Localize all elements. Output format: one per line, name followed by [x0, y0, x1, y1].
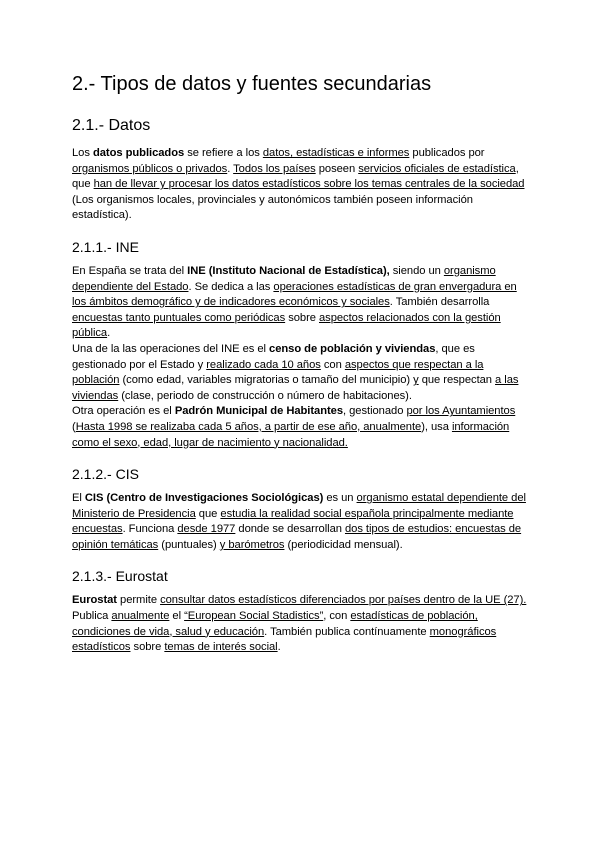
text-run: (puntuales)	[158, 538, 220, 551]
paragraph-cis	[72, 491, 528, 553]
text-run: poseen	[315, 162, 359, 175]
text-run: Publica	[72, 610, 112, 623]
text-run: con	[320, 358, 345, 371]
text-run: .	[107, 327, 111, 340]
underlined-text: realizado cada 10 años	[206, 358, 321, 371]
text-run: El	[72, 492, 85, 505]
document-content	[72, 70, 528, 656]
page-title: 2.- Tipos de datos y fuentes secundarias	[72, 73, 432, 95]
text-run: , gestionado	[343, 405, 407, 418]
text-run: , con	[323, 610, 351, 623]
underlined-text: aspectos que respectan a la población	[72, 358, 484, 387]
text-run: el	[169, 610, 185, 623]
underlined-text: Hasta 1998 se realizaba cada 5 años, a partir de ese año, anualmente	[75, 420, 422, 433]
underlined-text: consultar datos estadísticos diferenciados por países dentro de la UE (27).	[160, 594, 527, 607]
text-run: es un	[323, 492, 357, 505]
section-heading-cis: 2.1.2.- CIS	[72, 466, 139, 483]
paragraph-ine-3	[72, 404, 528, 451]
text-run: ), usa	[421, 420, 452, 433]
underlined-text: por los Ayuntamientos	[406, 405, 516, 418]
section-heading-datos: 2.1.- Datos	[72, 117, 151, 134]
text-run: (como edad, variables migratorias o tamaño del municipio)	[119, 374, 414, 387]
underlined-text: información como el sexo, edad, lugar de nacimiento y nacionalidad.	[72, 420, 510, 449]
underlined-text: aspectos relacionados con la gestión pública	[72, 311, 501, 340]
paragraph-ine-1	[72, 264, 528, 342]
underlined-text: y	[413, 374, 419, 387]
text-run: En España se trata del	[72, 264, 188, 277]
text-run: sobre	[285, 311, 319, 324]
section-heading-ine: 2.1.1.- INE	[72, 238, 139, 255]
underlined-text: servicios oficiales de estadística	[358, 162, 516, 175]
text-run: (	[72, 420, 76, 433]
paragraph-ine-2	[72, 342, 528, 404]
bold-text: CIS (Centro de Investigaciones Sociológicas)	[84, 492, 324, 505]
underlined-text: organismo estatal dependiente del Ministerio de Presidencia	[72, 492, 526, 520]
bold-text: Padrón Municipal de Habitantes	[174, 405, 344, 418]
underlined-text: y barómetros	[219, 538, 285, 551]
text-run: publicados por	[409, 147, 485, 159]
text-run: Otra operación es el	[72, 405, 175, 418]
text-run: . Se dedica a las	[188, 280, 274, 293]
bold-text: datos publicados	[92, 147, 185, 159]
underlined-text: dos tipos de estudios: encuestas de opinión temáticas	[72, 523, 522, 551]
underlined-text: estadísticas de población, condiciones de vida, salud y educación	[72, 610, 478, 638]
underlined-text: organismos públicos o privados	[72, 162, 228, 175]
underlined-text: datos, estadísticas e informes	[262, 147, 410, 159]
underlined-text: “European Social Stadistics”	[184, 610, 324, 623]
bold-text: censo de población y viviendas	[269, 342, 436, 355]
underlined-text: estudia la realidad social española principalmente mediante encuestas	[72, 507, 514, 536]
text-run: , que es gestionado por el Estado y	[72, 342, 475, 371]
text-run: siendo un	[389, 264, 444, 277]
underlined-text: desde 1977	[177, 523, 236, 536]
underlined-text: monográficos estadísticos	[72, 625, 497, 654]
underlined-text: operaciones estadísticas de gran envergadura en los ámbitos demográfico y de indicadores económicos y sociales	[72, 280, 517, 309]
underlined-text: a las viviendas	[72, 374, 519, 402]
text-run: que	[195, 507, 221, 520]
text-run: . Funciona	[122, 523, 178, 536]
underlined-text: Todos los países	[233, 162, 316, 175]
text-run: sobre	[130, 641, 165, 654]
underlined-text: anualmente	[111, 610, 170, 623]
text-run: que respectan	[418, 374, 496, 387]
bold-text: Eurostat	[72, 594, 117, 607]
text-run: . También desarrolla	[389, 296, 490, 309]
text-run: Los	[72, 147, 93, 159]
paragraph-datos	[72, 146, 528, 224]
text-run: se refiere a los	[184, 147, 263, 159]
text-run: (periodicidad mensual).	[284, 538, 403, 551]
text-run: . También publica contínuamente	[264, 625, 430, 638]
underlined-text: organismo dependiente del Estado	[72, 264, 496, 293]
bold-text: INE (Instituto Nacional de Estadística),	[187, 264, 390, 277]
underlined-text: temas de interés social	[164, 641, 278, 654]
paragraph-eurostat	[72, 593, 528, 655]
text-run: permite	[116, 594, 161, 607]
text-run: .	[277, 641, 281, 654]
text-run: donde se desarrollan	[235, 523, 345, 536]
underlined-text: han de llevar y procesar los datos estadísticos sobre los temas centrales de la sociedad	[93, 178, 525, 191]
text-run: , que	[72, 162, 519, 191]
section-heading-eurostat: 2.1.3.- Eurostat	[72, 568, 168, 585]
text-run: (Los organismos locales, provinciales y autonómicos también poseen información estadística).	[72, 193, 473, 222]
text-run: Una de la las operaciones del INE es el	[72, 342, 270, 355]
text-run: (clase, periodo de construcción o número de habitaciones).	[118, 389, 412, 402]
text-run: .	[227, 162, 234, 175]
underlined-text: encuestas tanto puntuales como periódicas	[72, 311, 286, 324]
